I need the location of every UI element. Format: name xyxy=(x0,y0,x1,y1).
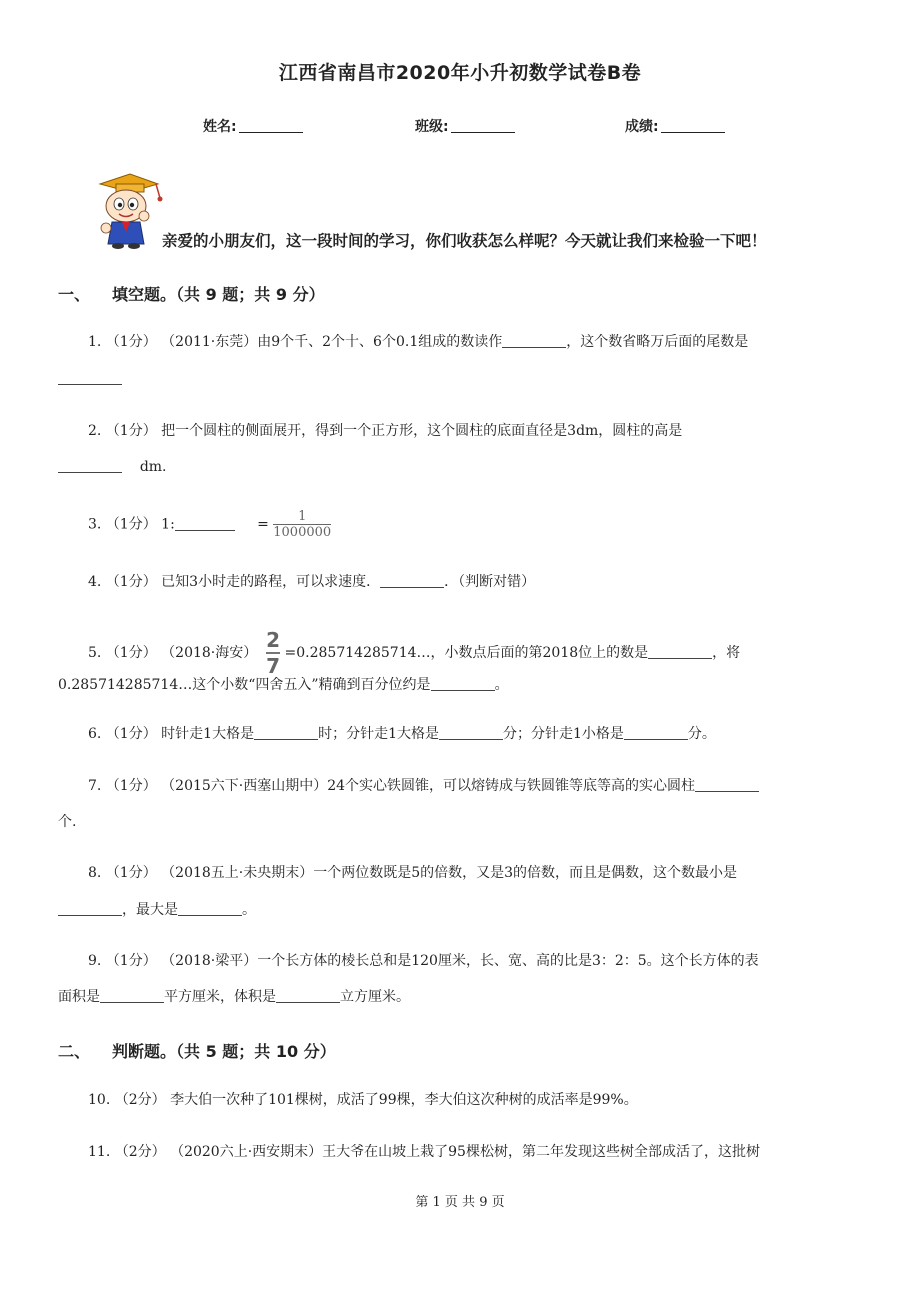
student-info-row xyxy=(0,116,920,138)
question-1-cont xyxy=(58,370,122,388)
answer-blank[interactable] xyxy=(178,901,242,916)
question-8-text: 8. （1分） （2018五上·未央期末）一个两位数既是5的倍数，又是3的倍数，而且是偶数，这个数最小是 xyxy=(88,865,738,881)
score-blank xyxy=(661,118,725,133)
answer-blank[interactable] xyxy=(695,777,759,792)
question-9 xyxy=(88,952,759,970)
class-label: 班级: xyxy=(415,119,449,135)
question-9-text-4: 立方厘米。 xyxy=(340,989,410,1005)
question-6-text-2: 时；分针走1大格是 xyxy=(318,726,439,742)
answer-blank[interactable] xyxy=(276,988,340,1003)
answer-blank[interactable] xyxy=(439,725,503,740)
answer-blank[interactable] xyxy=(58,370,122,385)
greeting-text: 亲爱的小朋友们，这一段时间的学习，你们收获怎么样呢？今天就让我们来检验一下吧！ xyxy=(162,232,767,250)
question-6-text: 6. （1分） 时针走1大格是 xyxy=(88,726,255,742)
question-1 xyxy=(88,333,748,351)
question-5-cont xyxy=(58,676,509,694)
question-7-cont xyxy=(58,813,76,831)
fraction-numerator: 2 xyxy=(266,628,281,652)
question-10 xyxy=(88,1091,638,1109)
fraction-denominator: 7 xyxy=(266,654,281,678)
question-9-text: 9. （1分） （2018·梁平）一个长方体的棱长总和是120厘米，长、宽、高的比是3：2：5。这个长方体的表 xyxy=(88,953,759,969)
name-blank xyxy=(239,118,303,133)
answer-blank[interactable] xyxy=(100,988,164,1003)
question-7-text: 7. （1分） （2015六下·西塞山期中）24个实心铁圆锥，可以熔铸成与铁圆锥等底等高的实心圆柱 xyxy=(88,778,696,794)
page-footer: 第 1 页 共 9 页 xyxy=(415,1195,505,1210)
question-2-cont xyxy=(58,458,167,476)
class-field xyxy=(415,116,515,136)
section-1-title: 填空题。（共 9 题；共 9 分） xyxy=(112,285,325,304)
section-1-heading xyxy=(58,282,325,305)
question-8-text-2: ，最大是 xyxy=(122,902,178,918)
question-4-text: 4. （1分） 已知3小时走的路程，可以求速度． xyxy=(88,574,381,590)
question-3 xyxy=(88,510,331,539)
question-1-text-2: ，这个数省略万后面的尾数是 xyxy=(566,334,749,350)
fraction xyxy=(273,510,331,539)
question-8 xyxy=(88,864,737,882)
question-2 xyxy=(88,422,682,440)
page-title: 江西省南昌市2020年小升初数学试卷B卷 xyxy=(278,62,642,84)
question-8-text-3: 。 xyxy=(242,902,256,918)
question-1-text: 1. （1分） （2011·东莞）由9个千、2个十、6个0.1组成的数读作 xyxy=(88,334,503,350)
equals-sign: = xyxy=(257,516,269,533)
answer-blank[interactable] xyxy=(502,333,566,348)
question-5 xyxy=(88,630,740,676)
class-blank xyxy=(451,118,515,133)
section-2-heading xyxy=(58,1039,336,1062)
question-5-text-4: 0.285714285714…这个小数“四舍五入”精确到百分位约是 xyxy=(58,677,431,693)
question-5-text-3: ，将 xyxy=(712,645,741,661)
answer-blank[interactable] xyxy=(648,644,712,659)
answer-blank[interactable] xyxy=(431,676,495,691)
question-3-text: 3. （1分） 1: xyxy=(88,516,175,533)
name-label: 姓名: xyxy=(203,119,237,135)
question-6 xyxy=(88,725,716,743)
score-label: 成绩: xyxy=(625,119,659,135)
question-5-text: 5. （1分） （2018·海安） xyxy=(88,645,258,661)
answer-blank[interactable] xyxy=(175,516,235,531)
mascot-icon xyxy=(86,170,168,252)
question-11-text: 11. （2分） （2020六上·西安期末）王大爷在山坡上栽了95棵松树，第二年发现这些树全部成活了，这批树 xyxy=(88,1144,760,1160)
question-6-text-3: 分；分针走1小格是 xyxy=(503,726,624,742)
answer-blank[interactable] xyxy=(58,458,122,473)
question-9-cont xyxy=(58,988,410,1006)
section-2-number: 二、 xyxy=(58,1042,91,1061)
answer-blank[interactable] xyxy=(624,725,688,740)
question-2-text: 2. （1分） 把一个圆柱的侧面展开，得到一个正方形，这个圆柱的底面直径是3dm，圆柱的高是 xyxy=(88,423,683,439)
fraction-denominator: 1000000 xyxy=(273,525,332,540)
question-5-text-5: 。 xyxy=(494,677,509,693)
question-4-text-2: ．（判断对错） xyxy=(444,574,536,590)
question-5-text-2: =0.285714285714…，小数点后面的第2018位上的数是 xyxy=(284,645,649,661)
question-4 xyxy=(88,573,535,591)
name-field xyxy=(203,116,303,136)
question-7 xyxy=(88,777,759,795)
fraction xyxy=(266,630,280,676)
question-9-text-3: 平方厘米，体积是 xyxy=(164,989,276,1005)
answer-blank[interactable] xyxy=(380,573,444,588)
question-9-text-2: 面积是 xyxy=(58,989,100,1005)
section-2-title: 判断题。（共 5 题；共 10 分） xyxy=(112,1042,336,1061)
score-field xyxy=(625,116,725,136)
fraction-numerator: 1 xyxy=(298,509,307,524)
question-8-cont xyxy=(58,901,256,919)
question-10-text: 10. （2分） 李大伯一次种了101棵树，成活了99棵，李大伯这次种树的成活率是99%。 xyxy=(88,1092,638,1108)
question-7-text-2: 个. xyxy=(58,814,77,830)
answer-blank[interactable] xyxy=(254,725,318,740)
question-11 xyxy=(88,1143,760,1161)
section-1-number: 一、 xyxy=(58,285,91,304)
answer-blank[interactable] xyxy=(58,901,122,916)
question-2-text-2: dm. xyxy=(139,459,167,475)
question-6-text-4: 分。 xyxy=(687,726,716,742)
